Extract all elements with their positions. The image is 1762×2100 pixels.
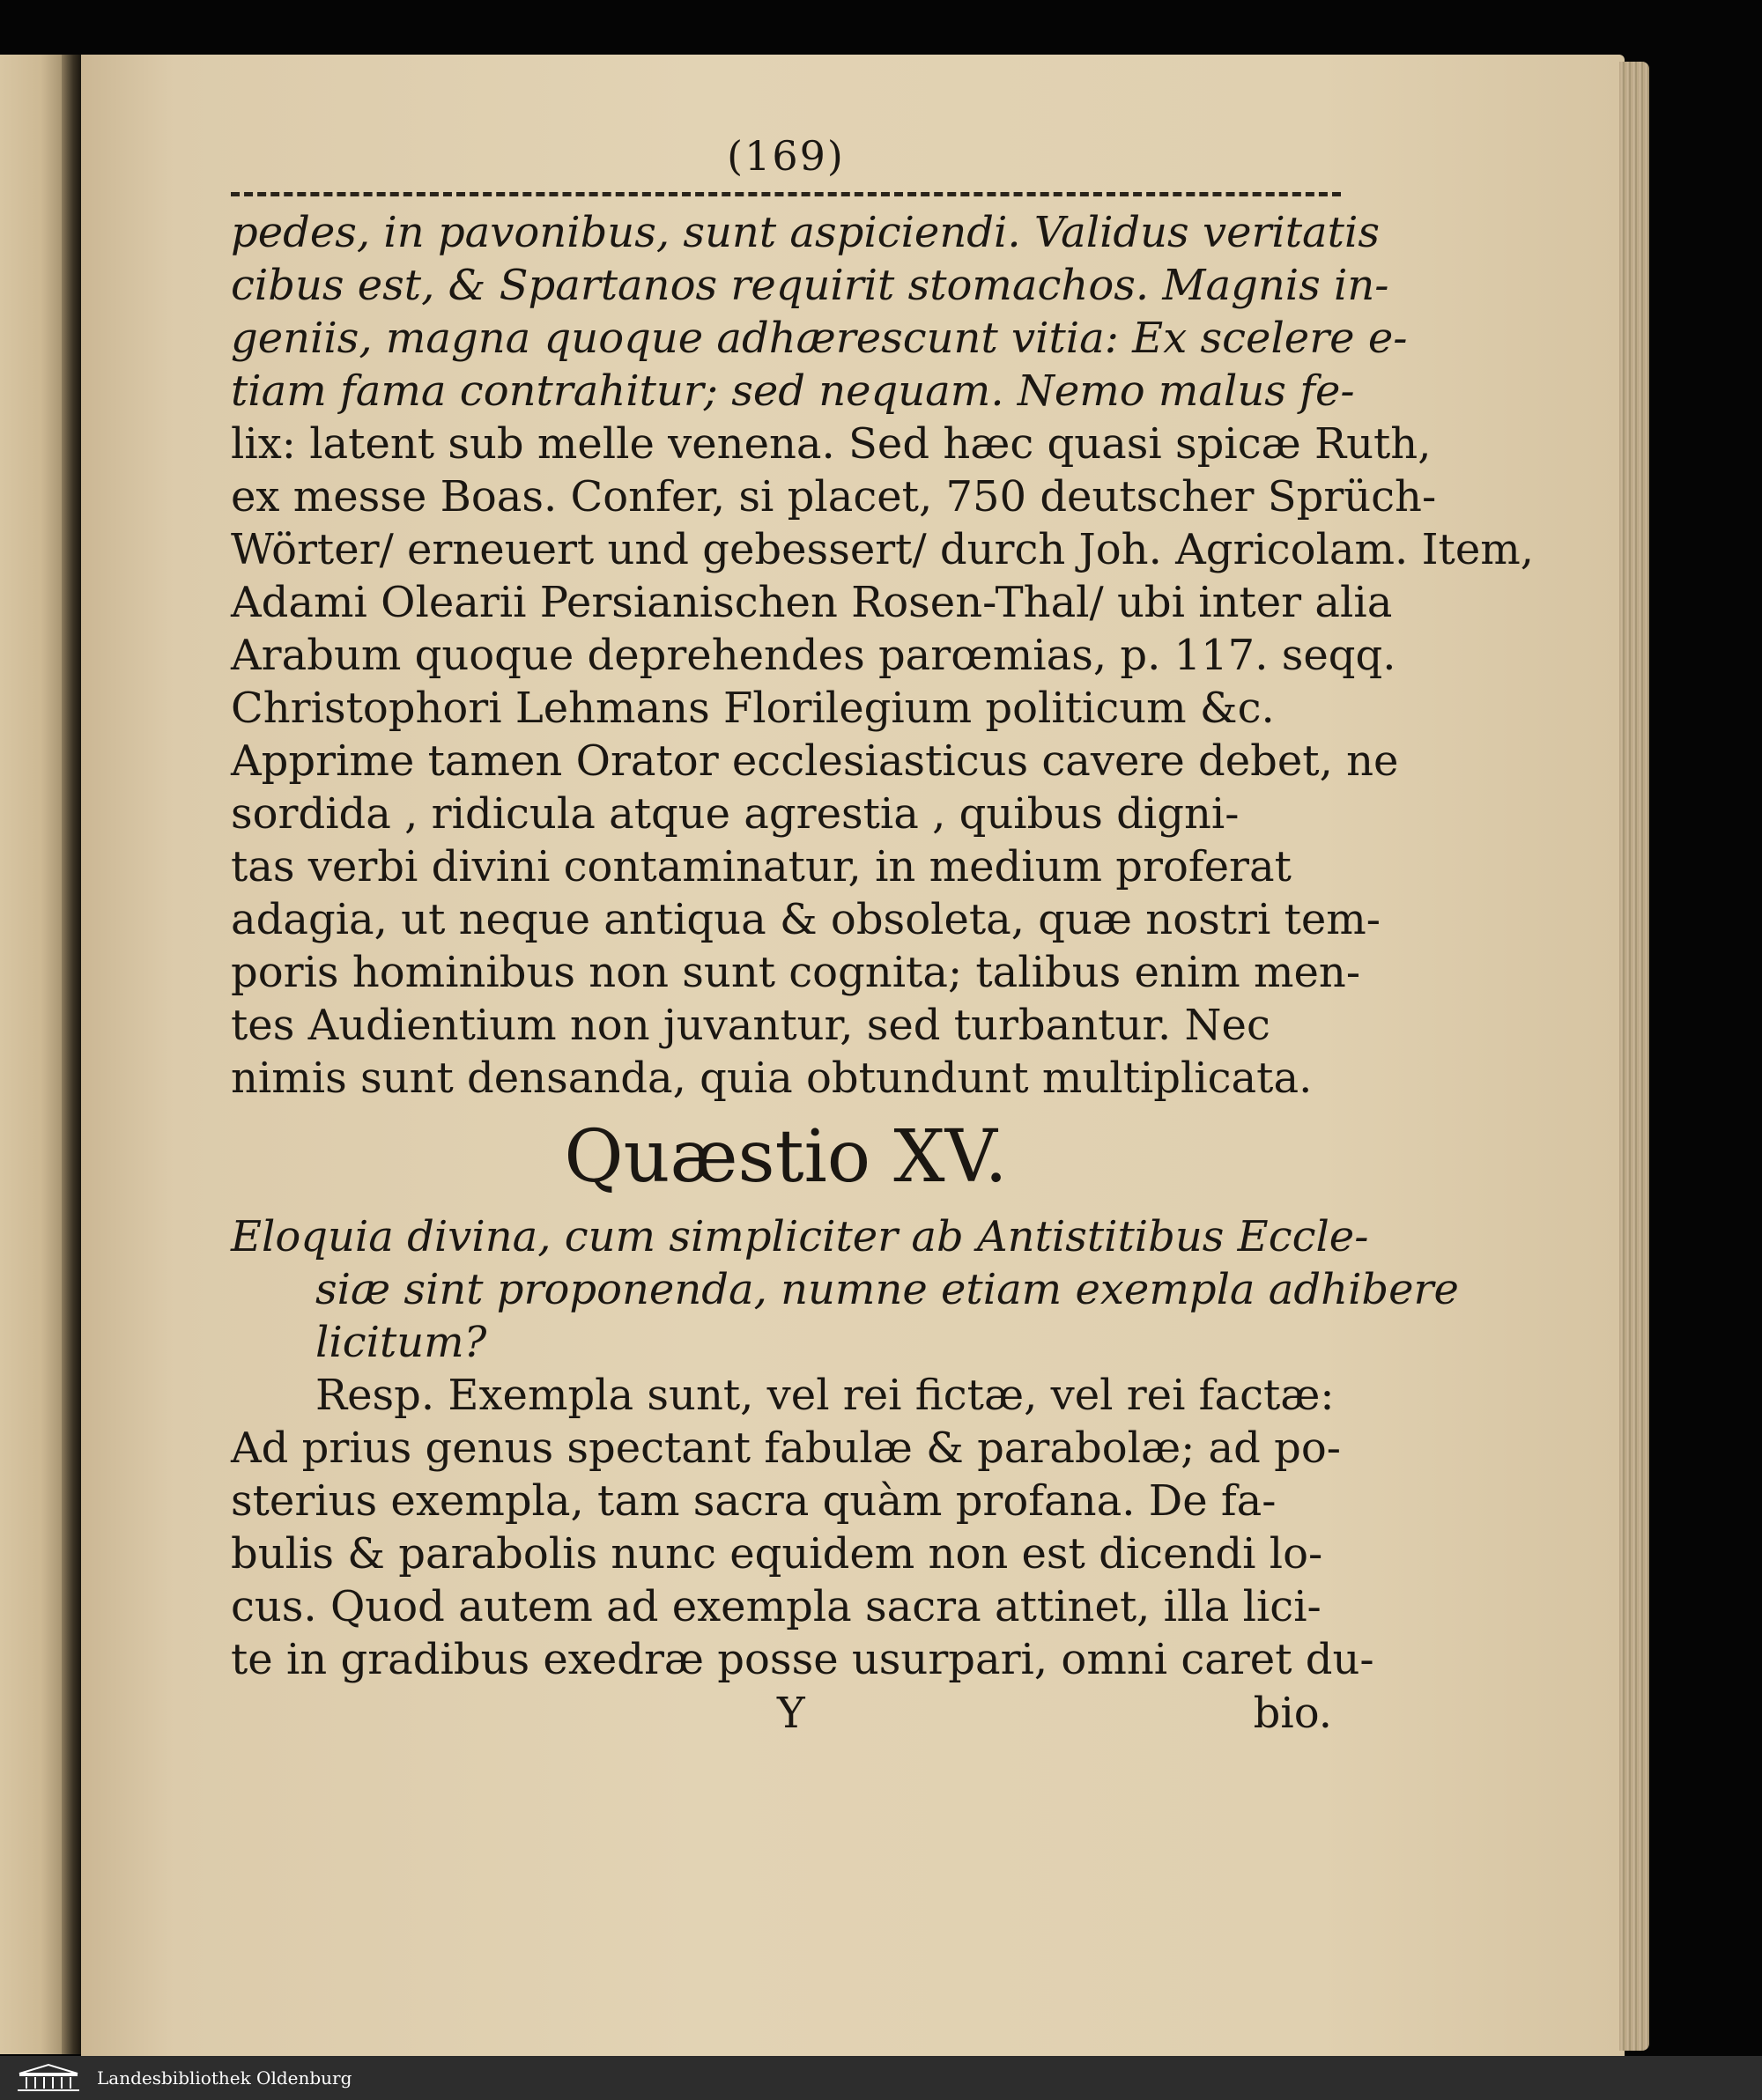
answer-line-1: Resp. Exempla sunt, vel rei fictæ, vel rei factæ: bbox=[315, 1371, 1335, 1420]
text-line-13: tas verbi divini contaminatur, in medium proferat bbox=[231, 842, 1292, 891]
book-gutter bbox=[62, 55, 81, 2054]
catchword-row bbox=[231, 1686, 1341, 1741]
text-line-1: pedes, in pavonibus, sunt aspiciendi. Validus veritatis bbox=[231, 208, 1380, 257]
text-line-17: nimis sunt densanda, quia obtundunt multiplicata. bbox=[231, 1054, 1313, 1103]
answer-paragraph bbox=[231, 1369, 1374, 1686]
text-line-15: poris hominibus non sunt cognita; talibus enim men- bbox=[231, 948, 1361, 997]
answer-line-6: te in gradibus exedræ posse usurpari, omni caret du- bbox=[231, 1635, 1374, 1684]
text-line-16: tes Audientium non juvantur, sed turbantur. Nec bbox=[231, 1001, 1270, 1050]
answer-line-5: cus. Quod autem ad exempla sacra attinet, illa lici- bbox=[231, 1582, 1322, 1631]
text-line-6: ex messe Boas. Confer, si placet, 750 deutscher Sprüch- bbox=[231, 472, 1437, 521]
text-line-14: adagia, ut neque antiqua & obsoleta, quæ nostri tem- bbox=[231, 895, 1381, 944]
text-line-11: Apprime tamen Orator ecclesiasticus cavere debet, ne bbox=[231, 736, 1399, 786]
answer-line-4: bulis & parabolis nunc equidem non est dicendi lo- bbox=[231, 1529, 1323, 1579]
question-line-2: siæ sint proponenda, numne etiam exempla adhibere bbox=[315, 1265, 1459, 1314]
text-line-8: Adami Olearii Persianischen Rosen-Thal/ ubi inter alia bbox=[231, 578, 1393, 627]
text-line-12: sordida , ridicula atque agrestia , quibus digni- bbox=[231, 789, 1240, 839]
footer-label: Landesbibliothek Oldenburg bbox=[97, 2067, 352, 2089]
question-line-3: licitum? bbox=[315, 1318, 487, 1367]
section-heading: Quæstio XV. bbox=[564, 1115, 1008, 1199]
page-number: (169) bbox=[727, 132, 845, 180]
text-line-4: tiam fama contrahitur; sed nequam. Nemo malus fe- bbox=[231, 366, 1355, 416]
text-line-7: Wörter/ erneuert und gebessert/ durch Joh. Agricolam. Item, bbox=[231, 525, 1534, 574]
text-line-10: Christophori Lehmans Florilegium politicum &c. bbox=[231, 684, 1275, 733]
left-page-edge bbox=[0, 55, 69, 2054]
text-line-3: geniis, magna quoque adhærescunt vitia: Ex scelere e- bbox=[231, 314, 1408, 363]
page-edges bbox=[1619, 62, 1649, 2051]
text-block bbox=[231, 206, 1534, 1741]
library-building-icon bbox=[16, 2063, 81, 2093]
catchword: bio. bbox=[1253, 1689, 1332, 1738]
question-paragraph bbox=[231, 1210, 1459, 1369]
footer-bar bbox=[0, 2056, 1762, 2100]
text-line-2: cibus est, & Spartanos requirit stomachos. Magnis in- bbox=[231, 261, 1389, 310]
body-paragraph bbox=[231, 206, 1534, 1105]
signature-mark: Y bbox=[777, 1689, 805, 1738]
answer-line-3: sterius exempla, tam sacra quàm profana. De fa- bbox=[231, 1476, 1277, 1526]
text-line-9: Arabum quoque deprehendes parœmias, p. 117. seqq. bbox=[231, 631, 1396, 680]
text-line-5: lix: latent sub melle venena. Sed hæc quasi spicæ Ruth, bbox=[231, 419, 1432, 469]
question-line-1: Eloquia divina, cum simpliciter ab Antistitibus Eccle- bbox=[231, 1212, 1369, 1261]
answer-line-2: Ad prius genus spectant fabulæ & parabolæ; ad po- bbox=[231, 1423, 1341, 1473]
header-rule bbox=[231, 192, 1341, 196]
